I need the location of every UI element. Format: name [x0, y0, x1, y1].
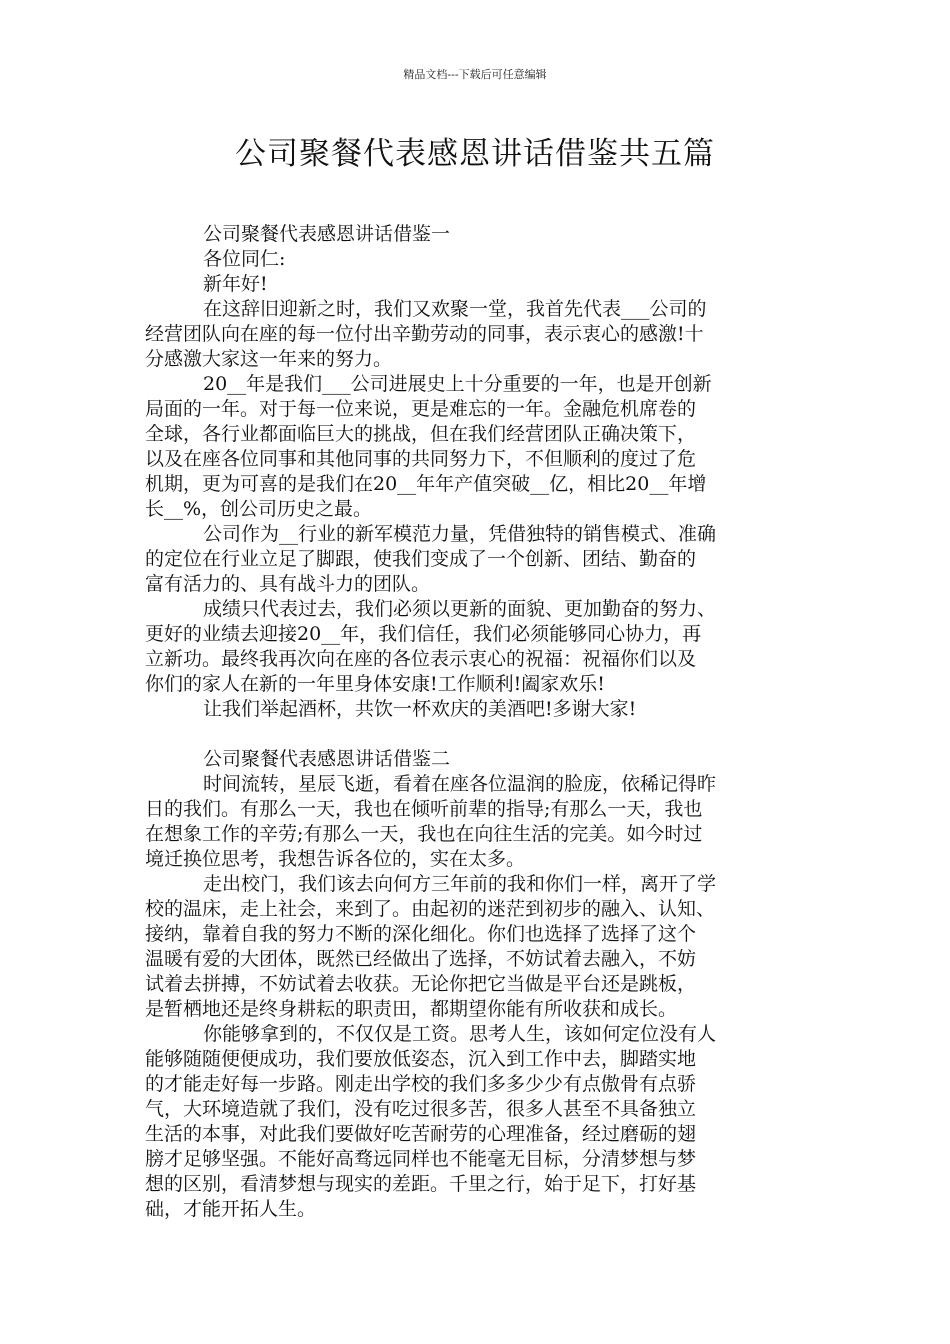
paragraph-line: 温暖有爱的大团体，既然已经做出了选择，不妨试着去融入，不妨 — [145, 948, 697, 970]
greeting: 新年好! — [203, 273, 268, 295]
paragraph-line: 立新功。最终我再次向在座的各位表示衷心的祝福：祝福你们以及 — [145, 648, 697, 670]
paragraph-line: 富有活力的、具有战斗力的团队。 — [145, 573, 431, 595]
paragraph — [145, 522, 809, 597]
paragraph-line: 经营团队向在座的每一位付出辛勤劳动的同事，表示衷心的感激!十 — [145, 323, 704, 345]
paragraph-line: 走出校门，我们该去向何方三年前的我和你们一样，离开了学 — [203, 873, 717, 895]
paragraph-line: 分感激大家这一年来的努力。 — [145, 348, 393, 370]
section-heading: 公司聚餐代表感恩讲话借鉴一 — [203, 223, 451, 245]
paragraph-line: 20__年是我们___公司进展史上十分重要的一年，也是开创新 — [203, 373, 712, 395]
paragraph-line: 境迁换位思考，我想告诉各位的，实在太多。 — [145, 848, 526, 870]
paragraph-line: 础，才能开拓人生。 — [145, 1198, 317, 1220]
section-heading: 公司聚餐代表感恩讲话借鉴二 — [203, 748, 451, 770]
paragraph-line: 膀才足够坚强。不能好高骛远同样也不能毫无目标，分清梦想与梦 — [145, 1148, 697, 1170]
document-title: 公司聚餐代表感恩讲话借鉴共五篇 — [235, 136, 715, 172]
paragraph-line: 能够随随便便成功，我们要放低姿态，沉入到工作中去，脚踏实地 — [145, 1048, 697, 1070]
paragraph-line: 想的区别，看清梦想与现实的差距。千里之行，始于足下，打好基 — [145, 1173, 697, 1195]
paragraph-line: 时间流转，星辰飞逝，看着在座各位温润的脸庞，依稀记得昨 — [203, 773, 717, 795]
paragraph-line: 让我们举起酒杯，共饮一杯欢庆的美酒吧!多谢大家! — [203, 698, 637, 720]
paragraph-line: 全球，各行业都面临巨大的挑战，但在我们经营团队正确决策下， — [145, 423, 697, 445]
paragraph-line: 的定位在行业立足了脚跟，使我们变成了一个创新、团结、勤奋的 — [145, 548, 697, 570]
paragraph — [145, 372, 809, 522]
paragraph-line: 你们的家人在新的一年里身体安康!工作顺利!阖家欢乐! — [145, 673, 605, 695]
paragraph — [145, 597, 809, 697]
paragraph-line: 是暂栖地还是终身耕耘的职责田，都期望你能有所收获和成长。 — [145, 998, 678, 1020]
paragraph-line: 公司作为__行业的新军模范力量，凭借独特的销售模式、准确 — [203, 523, 717, 545]
paragraph — [145, 697, 809, 722]
paragraph-line: 日的我们。有那么一天，我也在倾听前辈的指导;有那么一天，我也 — [145, 798, 703, 820]
paragraph-line: 成绩只代表过去，我们必须以更新的面貌、更加勤奋的努力、 — [203, 598, 717, 620]
paragraph — [145, 872, 809, 1022]
paragraph-line: 机期，更为可喜的是我们在20__年年产值突破__亿，相比20__年增 — [145, 473, 707, 495]
paragraph-line: 接纳，靠着自我的努力不断的深化细化。你们也选择了选择了这个 — [145, 923, 697, 945]
paragraph-line: 的才能走好每一步路。刚走出学校的我们多多少少有点傲骨有点骄 — [145, 1073, 697, 1095]
paragraph — [145, 772, 809, 872]
section-spacer — [145, 722, 809, 747]
paragraph-line: 在想象工作的辛劳;有那么一天，我也在向往生活的完美。如今时过 — [145, 823, 703, 845]
paragraph-line: 气，大环境造就了我们，没有吃过很多苦，很多人甚至不具备独立 — [145, 1098, 697, 1120]
paragraph-line: 你能够拿到的，不仅仅是工资。思考人生，该如何定位没有人 — [203, 1023, 717, 1045]
salutation: 各位同仁: — [203, 248, 286, 270]
paragraph-line: 生活的本事，对此我们要做好吃苦耐劳的心理准备，经过磨砺的翅 — [145, 1123, 697, 1145]
paragraph-line: 试着去拼搏，不妨试着去收获。无论你把它当做是平台还是跳板， — [145, 973, 697, 995]
page-header-note: 精品文档---下载后可任意编辑 — [403, 68, 547, 81]
paragraph-line: 长__%，创公司历史之最。 — [145, 498, 373, 520]
paragraph-line: 更好的业绩去迎接20__年，我们信任，我们必须能够同心协力，再 — [145, 623, 702, 645]
paragraph-line: 局面的一年。对于每一位来说，更是难忘的一年。金融危机席卷的 — [145, 398, 697, 420]
paragraph-line: 以及在座各位同事和其他同事的共同努力下，不但顺利的度过了危 — [145, 448, 697, 470]
paragraph — [145, 1022, 809, 1222]
paragraph — [145, 297, 809, 372]
paragraph-line: 校的温床，走上社会，来到了。由起初的迷茫到初步的融入、认知、 — [145, 898, 716, 920]
paragraph-line: 在这辞旧迎新之时，我们又欢聚一堂，我首先代表___公司的 — [203, 298, 707, 320]
document-body — [145, 222, 809, 1222]
